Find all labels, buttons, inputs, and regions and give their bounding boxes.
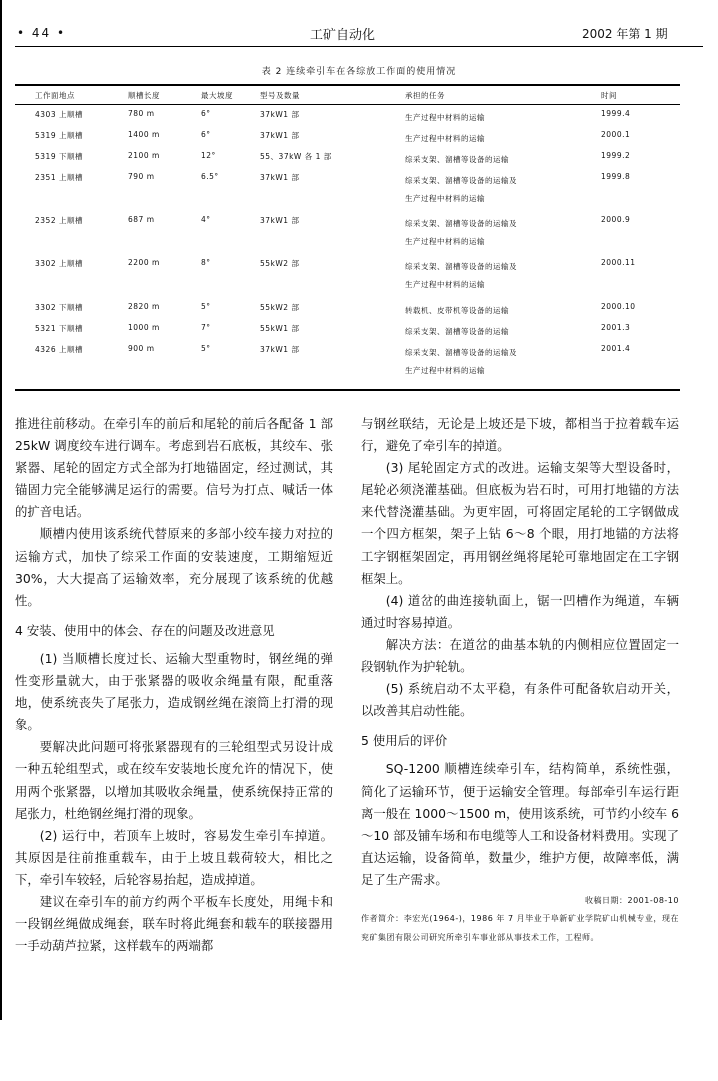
cell-time: 1999.8 xyxy=(601,172,631,181)
table-header-rule xyxy=(15,104,680,105)
cell-time: 2001.4 xyxy=(601,344,631,353)
cell-length: 1400 m xyxy=(128,130,160,139)
cell-time: 2000.10 xyxy=(601,302,636,311)
cell-task xyxy=(405,258,517,294)
paragraph: 顺槽内使用该系统代替原来的多部小绞车接力对拉的运输方式，加快了综采工作面的安装速度，工期缩短近 30%，大大提高了运输效率，充分展现了该系统的优越性。 xyxy=(15,526,333,608)
cell-slope: 4° xyxy=(201,215,211,224)
cell-slope: 6° xyxy=(201,109,211,118)
cell-place: 5319 上顺槽 xyxy=(35,131,83,140)
column-header: 承担的任务 xyxy=(405,91,445,100)
cell-length: 2100 m xyxy=(128,151,160,160)
cell-place: 2351 上顺槽 xyxy=(35,173,83,182)
cell-length: 2200 m xyxy=(128,258,160,267)
cell-task xyxy=(405,172,517,208)
paragraph: 与钢丝联结，无论是上坡还是下坡，都相当于拉着载车运行，避免了牵引车的掉道。 xyxy=(361,416,679,454)
paragraph: 解决方法：在道岔的曲基本轨的内侧相应位置固定一段钢轨作为护轮轨。 xyxy=(361,636,679,675)
cell-place: 5319 下顺槽 xyxy=(35,152,83,161)
page-number: • 44 • xyxy=(17,26,67,40)
cell-model: 55kW2 部 xyxy=(260,303,300,312)
cell-task-line: 综采支架、溜槽等设备的运输 xyxy=(405,155,509,164)
cell-task-line: 生产过程中材料的运输 xyxy=(405,237,485,246)
cell-slope: 6.5° xyxy=(201,172,219,181)
cell-place: 4326 上顺槽 xyxy=(35,345,83,354)
column-header: 时间 xyxy=(601,91,617,100)
column-header: 顺槽长度 xyxy=(128,91,160,100)
cell-task-line: 生产过程中材料的运输 xyxy=(405,134,485,143)
cell-model: 37kW1 部 xyxy=(260,345,300,354)
cell-time: 1999.2 xyxy=(601,151,631,160)
cell-model: 55kW2 部 xyxy=(260,259,300,268)
table-top-rule xyxy=(15,84,680,86)
cell-model: 37kW1 部 xyxy=(260,131,300,140)
cell-length: 790 m xyxy=(128,172,155,181)
journal-title: 工矿自动化 xyxy=(310,28,376,43)
paragraph: 建议在牵引车的前方约两个平板车长度处，用绳卡和一段钢丝绳做成绳套，联车时将此绳套和载车的联接器用一手动葫芦拉紧，这样载车的两端都 xyxy=(15,893,333,954)
cell-place: 3302 上顺槽 xyxy=(35,259,83,268)
cell-task-line: 生产过程中材料的运输 xyxy=(405,113,485,122)
cell-slope: 6° xyxy=(201,130,211,139)
paragraph: (5) 系统启动不太平稳，有条件可配备软启动开关，以改善其启动性能。 xyxy=(361,681,679,719)
cell-task-line: 生产过程中材料的运输 xyxy=(405,194,485,203)
column-header: 最大坡度 xyxy=(201,91,233,100)
cell-task xyxy=(405,344,517,380)
cell-length: 687 m xyxy=(128,215,155,224)
cell-task-line: 综采支架、溜槽等设备的运输及 xyxy=(405,262,517,271)
cell-task xyxy=(405,323,509,341)
running-header xyxy=(0,24,718,46)
cell-task-line: 综采支架、溜槽等设备的运输 xyxy=(405,327,509,336)
paragraph: (2) 运行中，若顶车上坡时，容易发生牵引车掉道。其原因是往前推重载车，由于上坡且载荷较大，相比之下，牵引车较轻，后轮容易抬起，造成掉道。 xyxy=(15,827,333,887)
header-rule xyxy=(15,46,703,47)
paragraph: 推进往前移动。在牵引车的前后和尾轮的前后各配备 1 部 25kW 调度绞车进行调车。考虑到岩石底板，其绞车、张紧器、尾轮的固定方式全部为打地锚固定，经过测试，其锚固力完全能够满足运行的需要。信号为打点、喊话一体的扩音电话。 xyxy=(15,416,333,520)
paragraph: SQ-1200 顺槽连续牵引车，结构简单，系统性强，简化了运输环节，便于运输安全管理。每部牵引车运行距离一般在 1000～1500 m，使用该系统，可节约小绞车 6～10 部及铺车场和布电缆等人工和设备材料费用。实现了直达运输，设备简单，数量少，维护方便，故障率低，满足了生产需求。 xyxy=(361,761,679,887)
paragraph: (1) 当顺槽长度过长、运输大型重物时，钢丝绳的弹性变形量就大，由于张紧器的吸收余绳量有限，配重落地，使系统丧失了尾张力，造成钢丝绳在滚筒上打滑的现象。 xyxy=(15,650,333,733)
cell-task-line: 生产过程中材料的运输 xyxy=(405,366,485,375)
cell-task-line: 生产过程中材料的运输 xyxy=(405,280,485,289)
cell-model: 55、37kW 各 1 部 xyxy=(260,152,332,161)
section-heading: 5 使用后的评价 xyxy=(361,733,448,749)
cell-place: 4303 上顺槽 xyxy=(35,110,83,119)
column-header: 工作面地点 xyxy=(35,91,75,100)
cell-time: 1999.4 xyxy=(601,109,631,118)
cell-model: 55kW1 部 xyxy=(260,324,300,333)
paragraph: 要解决此问题可将张紧器现有的三轮组型式另设计成一种五轮组型式，或在绞车安装地长度允许的情况下，使用两个张紧器，以增加其吸收余绳量，使系统保持正常的尾张力，杜绝钢丝绳打滑的现象。 xyxy=(15,739,333,821)
cell-model: 37kW1 部 xyxy=(260,110,300,119)
cell-slope: 8° xyxy=(201,258,211,267)
cell-length: 2820 m xyxy=(128,302,160,311)
cell-task-line: 综采支架、溜槽等设备的运输及 xyxy=(405,219,517,228)
cell-length: 780 m xyxy=(128,109,155,118)
cell-slope: 5° xyxy=(201,344,211,353)
received-date: 收稿日期：2001-08-10 xyxy=(585,895,679,905)
cell-task-line: 综采支架、溜槽等设备的运输及 xyxy=(405,176,517,185)
paragraph: (3) 尾轮固定方式的改进。运输支架等大型设备时，尾轮必须浇灌基础。但底板为岩石时，可用打地锚的方法来代替浇灌基础。为更牢固，可将固定尾轮的工字钢做成一个四方框架，架子上钻 6～8 个眼，用打地锚的方法将工字钢框架固定，再用钢丝绳将尾轮可靠地固定在工字钢框架上。 xyxy=(361,460,679,586)
cell-model: 37kW1 部 xyxy=(260,173,300,182)
column-header: 型号及数量 xyxy=(260,91,300,100)
cell-place: 3302 下顺槽 xyxy=(35,303,83,312)
author-note: 作者简介：李宏光(1964-)，1986 年 7 月毕业于阜新矿业学院矿山机械专业，现在兖矿集团有限公司研究所牵引车事业部从事技术工作，工程师。 xyxy=(361,913,679,942)
cell-slope: 5° xyxy=(201,302,211,311)
cell-task-line: 转载机、皮带机等设备的运输 xyxy=(405,306,509,315)
cell-task-line: 综采支架、溜槽等设备的运输及 xyxy=(405,348,517,357)
cell-task xyxy=(405,151,509,169)
cell-place: 5321 下顺槽 xyxy=(35,324,83,333)
cell-model: 37kW1 部 xyxy=(260,216,300,225)
cell-length: 1000 m xyxy=(128,323,160,332)
table-caption: 表 2 连续牵引车在各综放工作面的使用情况 xyxy=(261,67,457,77)
cell-length: 900 m xyxy=(128,344,155,353)
section-heading: 4 安装、使用中的体会、存在的问题及改进意见 xyxy=(15,622,275,638)
cell-task xyxy=(405,215,517,251)
paragraph: (4) 道岔的曲连接轨面上，锯一凹槽作为绳道，车辆通过时容易掉道。 xyxy=(361,592,679,630)
page-left-border xyxy=(0,0,2,1020)
cell-task xyxy=(405,302,509,320)
cell-place: 2352 上顺槽 xyxy=(35,216,83,225)
cell-slope: 12° xyxy=(201,151,216,160)
cell-time: 2000.9 xyxy=(601,215,631,224)
issue-label: 2002 年第 1 期 xyxy=(582,27,668,41)
cell-task xyxy=(405,130,485,148)
cell-slope: 7° xyxy=(201,323,211,332)
left-text-column xyxy=(15,413,333,957)
cell-time: 2001.3 xyxy=(601,323,631,332)
cell-task xyxy=(405,109,485,127)
right-text-column xyxy=(361,413,679,947)
cell-time: 2000.1 xyxy=(601,130,631,139)
cell-time: 2000.11 xyxy=(601,258,636,267)
table-bottom-rule xyxy=(15,389,680,391)
